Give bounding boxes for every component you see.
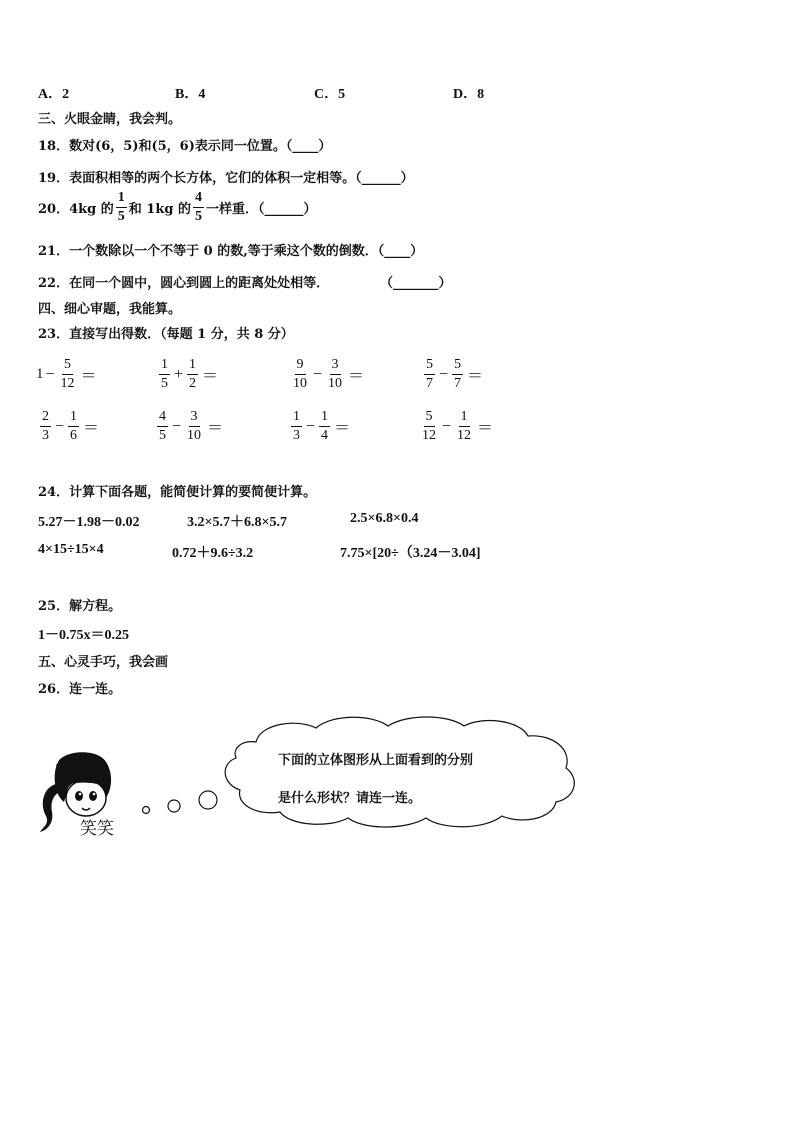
numerator: 5	[424, 410, 435, 427]
question-22: 22．在同一个圆中，圆心到圆上的距离处处相等．	[38, 276, 330, 291]
equals-sign: ＝	[202, 368, 219, 385]
numerator: 3	[330, 358, 341, 375]
question-19: 19．表面积相等的两个长方体，它们的体积一定相等。（______）	[38, 171, 414, 186]
equals-sign: ＝	[348, 368, 365, 385]
cloud-text-line-2: 是什么形状？请连一连。	[278, 791, 422, 806]
girl-name: 笑笑	[80, 819, 114, 839]
operator: −	[172, 417, 182, 435]
denominator: 3	[42, 428, 49, 443]
fraction	[59, 358, 77, 391]
q20-suffix: 一样重．（______）	[205, 202, 317, 217]
numerator: 9	[295, 358, 306, 375]
equals-sign: ＝	[83, 420, 100, 437]
cloud-text-line-1: 下面的立体图形从上面看到的分别	[278, 753, 474, 768]
q24-item-6: 7.75×[20÷（3.24－3.04]	[340, 546, 481, 561]
denominator: 6	[70, 428, 78, 443]
denominator: 2	[189, 376, 197, 391]
question-18: 18．数对(6，5)和(5，6)表示同一位置。（____）	[38, 139, 332, 154]
denominator: 4	[321, 428, 329, 443]
operator: −	[439, 365, 449, 383]
denominator: 7	[454, 376, 462, 391]
numerator: 5	[452, 358, 463, 375]
option-b: B．4	[175, 87, 206, 102]
option-a: A．2	[38, 87, 70, 102]
question-23: 23．直接写出得数．（每题 1 分，共 8 分）	[38, 327, 294, 342]
q24-item-1: 5.27－1.98－0.02	[38, 515, 140, 530]
numerator: 1	[187, 358, 198, 375]
denominator: 12	[457, 428, 472, 443]
fraction	[319, 410, 330, 443]
denominator: 3	[293, 428, 300, 443]
fraction	[159, 358, 170, 391]
fraction	[157, 410, 168, 443]
thought-bubble-dots	[138, 786, 224, 820]
q23-item-5	[38, 410, 101, 443]
q20-f2-denominator: 5	[194, 209, 202, 224]
fraction	[40, 410, 51, 443]
denominator: 12	[422, 428, 436, 443]
numerator: 3	[189, 410, 200, 427]
question-25: 25．解方程。	[38, 599, 122, 614]
numerator: 4	[157, 410, 168, 427]
q23-item-6	[155, 410, 225, 443]
numerator: 1	[319, 410, 330, 427]
fraction	[187, 358, 198, 391]
operator: −	[45, 365, 55, 383]
operator: −	[442, 417, 452, 435]
equals-sign: ＝	[334, 420, 351, 437]
numerator: 5	[62, 358, 73, 375]
fraction	[291, 410, 302, 443]
q20-fraction-2	[193, 191, 204, 224]
fraction	[455, 410, 473, 443]
fraction	[420, 410, 438, 443]
q20-f1-denominator: 5	[117, 209, 125, 224]
q20-fraction-1	[116, 191, 127, 224]
section-3-heading: 三、火眼金睛，我会判。	[38, 112, 182, 127]
operator: −	[55, 417, 65, 435]
whole-number: 1	[36, 366, 44, 382]
q23-item-8	[418, 410, 495, 443]
equals-sign: ＝	[477, 420, 494, 437]
denominator: 7	[426, 376, 433, 391]
numerator: 5	[424, 358, 435, 375]
fraction	[424, 358, 435, 391]
option-d: D．8	[453, 87, 485, 102]
question-22-blank: （_______）	[380, 276, 452, 291]
denominator: 12	[60, 376, 75, 391]
fraction	[185, 410, 203, 443]
numerator: 1	[159, 358, 170, 375]
operator: +	[174, 365, 184, 383]
question-20	[38, 191, 316, 224]
equals-sign: ＝	[467, 368, 484, 385]
q23-item-3	[289, 358, 366, 391]
q24-item-3: 2.5×6.8×0.4	[350, 511, 419, 526]
q24-item-5: 0.72＋9.6÷3.2	[172, 546, 254, 561]
denominator: 10	[293, 376, 307, 391]
q20-mid: 和 1kg 的	[128, 202, 191, 217]
operator: −	[306, 417, 316, 435]
q23-item-7	[289, 410, 352, 443]
denominator: 5	[161, 376, 168, 391]
equals-sign: ＝	[80, 368, 97, 385]
q24-item-2: 3.2×5.7＋6.8×5.7	[187, 515, 287, 530]
q25-equation: 1－0.75x＝0.25	[38, 628, 129, 643]
q20-prefix: 20．4kg 的	[38, 202, 114, 217]
q20-f1-numerator: 1	[116, 191, 127, 208]
q20-f2-numerator: 4	[193, 191, 204, 208]
q24-item-4: 4×15÷15×4	[38, 542, 104, 557]
fraction	[291, 358, 309, 391]
operator: −	[313, 365, 323, 383]
numerator: 1	[68, 410, 79, 427]
section-4-heading: 四、细心审题，我能算。	[38, 302, 182, 317]
question-26: 26．连一连。	[38, 682, 122, 697]
section-5-heading: 五、心灵手巧，我会画	[38, 655, 169, 670]
fraction	[326, 358, 344, 391]
denominator: 5	[159, 428, 166, 443]
numerator: 1	[459, 410, 470, 427]
equals-sign: ＝	[207, 420, 224, 437]
question-21: 21．一个数除以一个不等于 0 的数,等于乘这个数的倒数．（____）	[38, 244, 424, 259]
denominator: 10	[328, 376, 343, 391]
q23-item-4	[422, 358, 485, 391]
fraction	[68, 410, 79, 443]
option-c: C．5	[314, 87, 346, 102]
numerator: 2	[40, 410, 51, 427]
fraction	[452, 358, 463, 391]
denominator: 10	[187, 428, 202, 443]
question-24: 24．计算下面各题，能简便计算的要简便计算。	[38, 485, 317, 500]
q23-item-1	[36, 358, 99, 391]
q23-item-2	[157, 358, 220, 391]
numerator: 1	[291, 410, 302, 427]
speech-cloud	[216, 712, 584, 832]
